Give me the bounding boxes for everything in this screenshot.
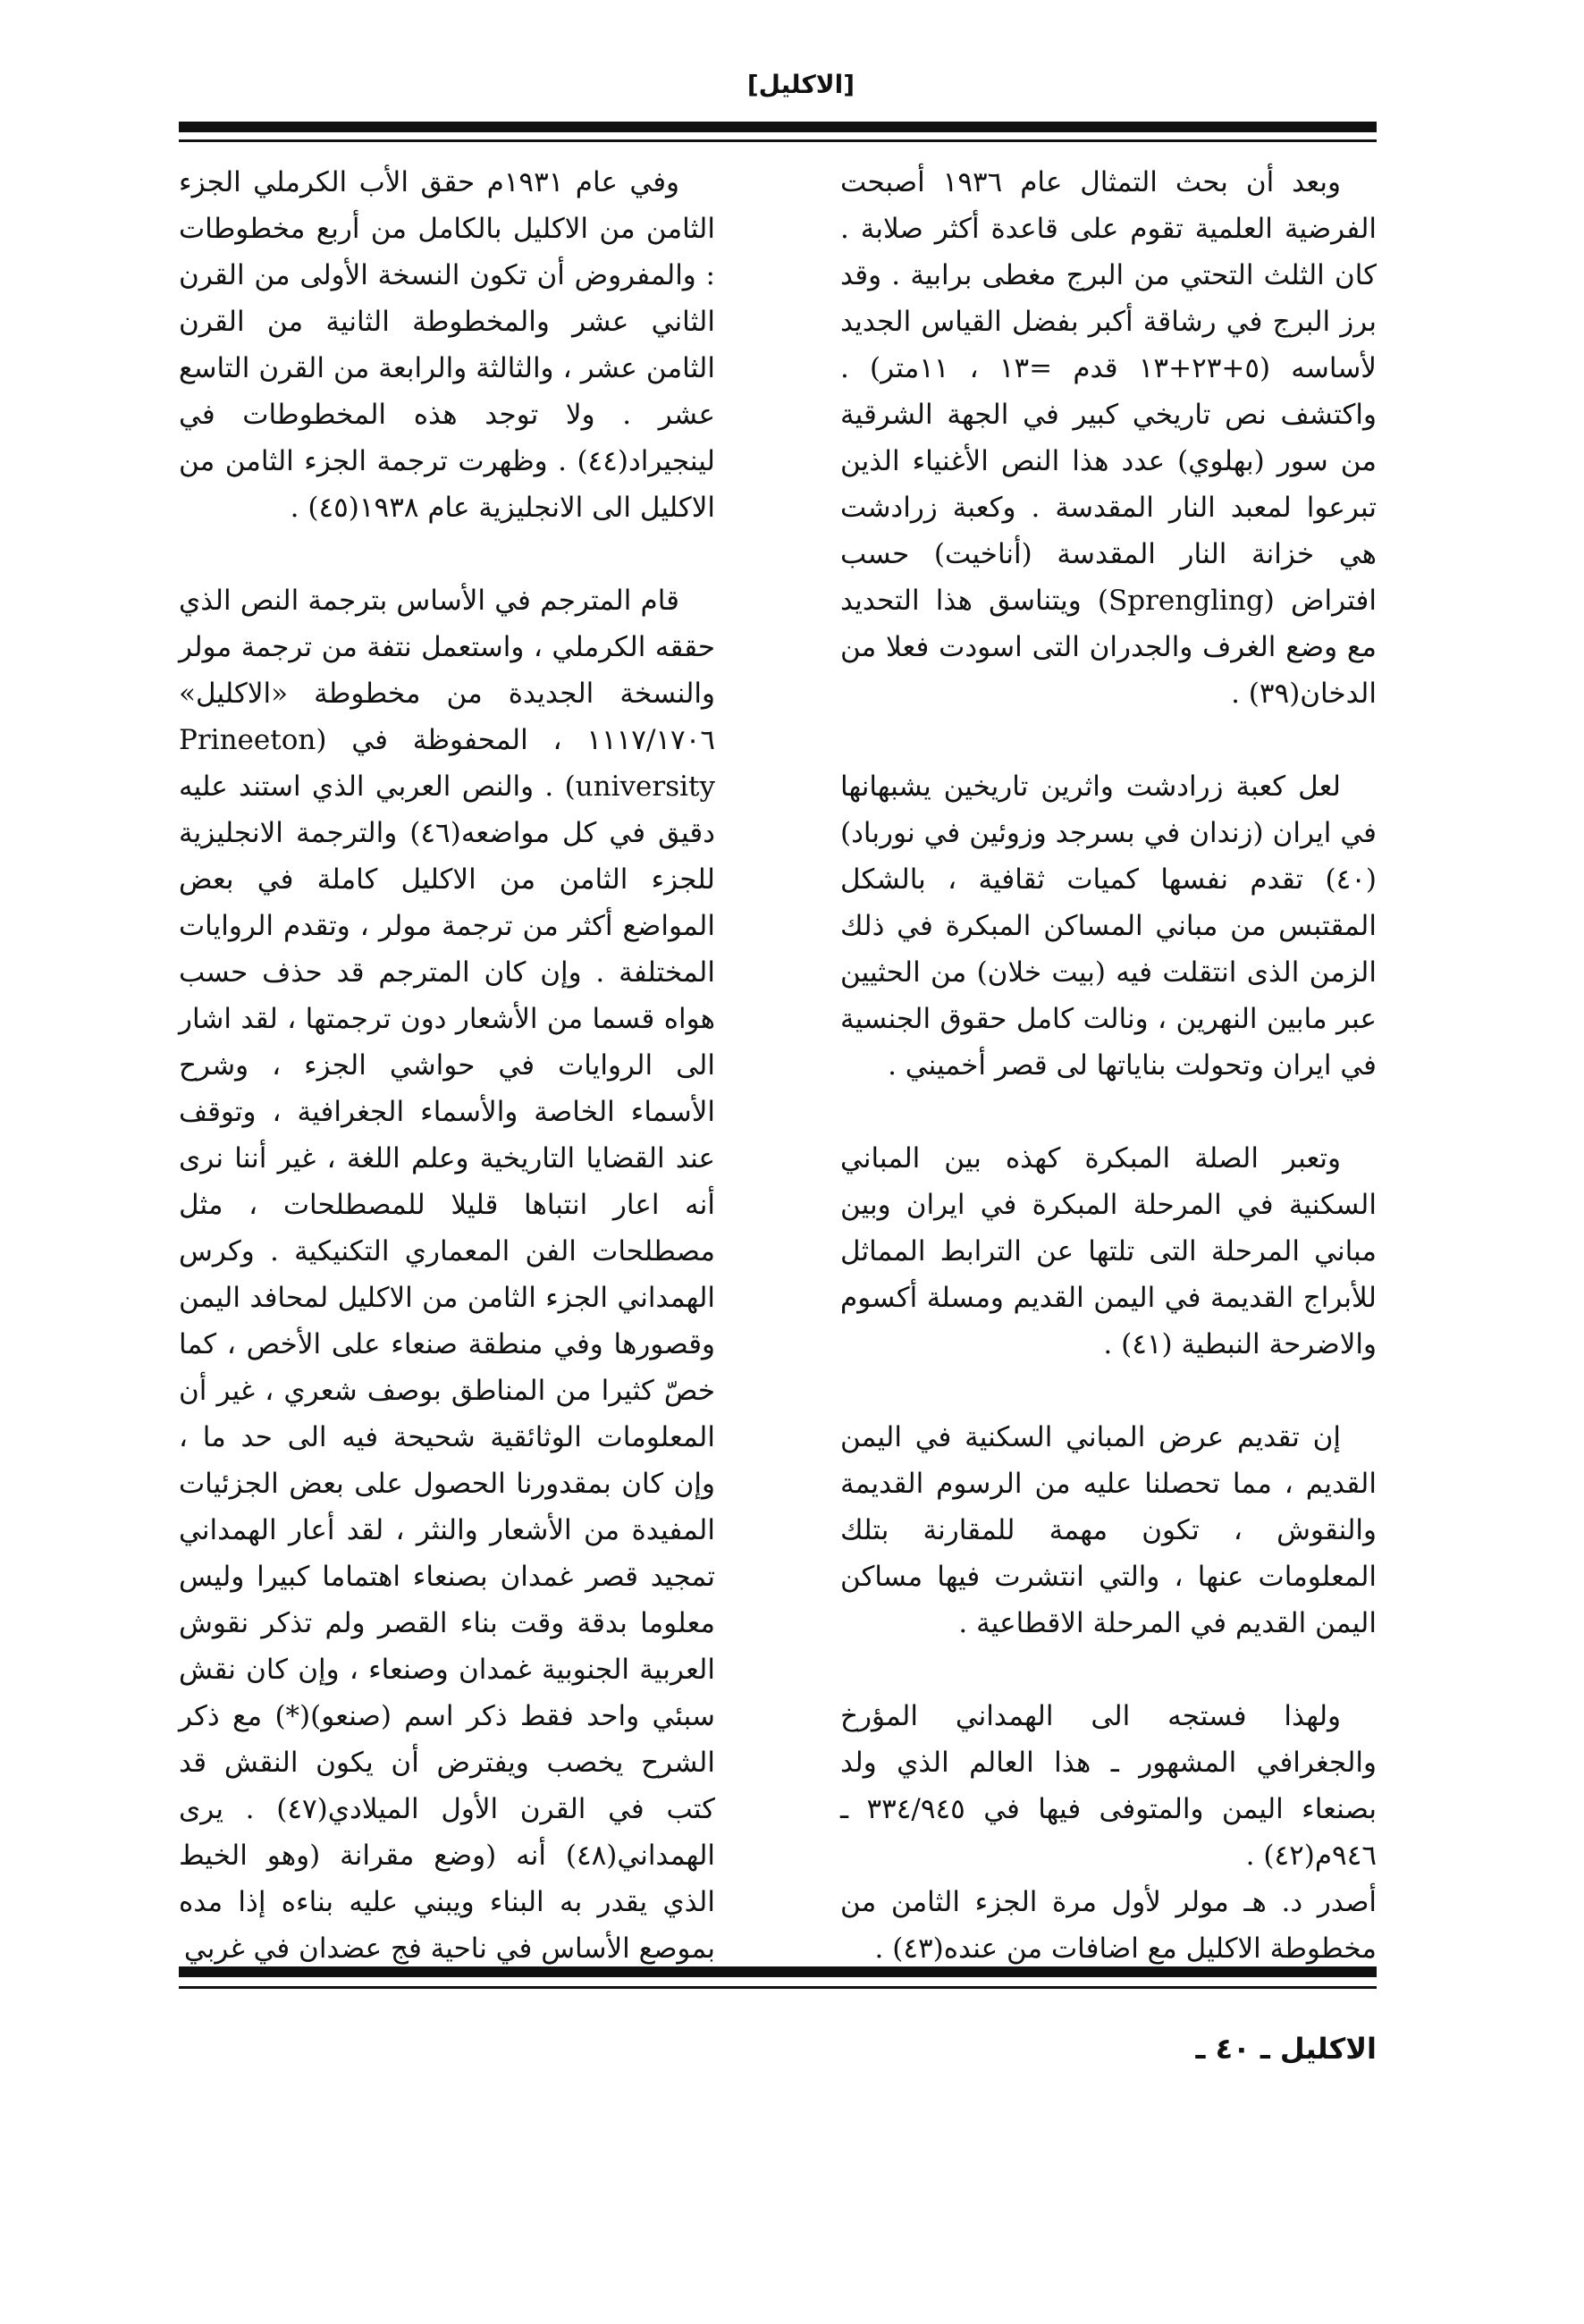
paragraph: قام المترجم في الأساس بترجمة النص الذي حققه الكرملي ، واستعمل نتفة من ترجمة مولر والنسخة الجديدة من مخطوطة «الاكليل» ١١١٧/١٧٠٦ ، المحفوظة في (Prineeton university) . والنص العربي الذي استند عليه دقيق في كل مواضعه(٤٦) والترجمة الانجليزية للجزء الثامن من الاكليل كاملة في بعض المواضع أكثر من ترجمة مولر ، وتقدم الروايات المختلفة . وإن كان المترجم قد حذف حسب هواه قسما من الأشعار دون ترجمتها ، لقد اشار الى الروايات في حواشي الجزء ، وشرح الأسماء الخاصة والأسماء الجغرافية ، وتوقف عند القضايا التاريخية وعلم اللغة ، غير أننا نرى أنه اعار انتباها قليلا للمصطلحات ، مثل مصطلحات الفن المعماري التكنيكية . وكرس الهمداني الجزء الثامن من الاكليل لمحافد اليمن وقصورها وفي منطقة صنعاء على الأخص ، كما خصّ كثيرا من المناطق بوصف شعري ، غير أن المعلومات الوثائقية شحيحة فيه الى حد ما ، وإن كان بمقدورنا الحصول على بعض الجزئيات المفيدة من الأشعار والنثر ، لقد أعار الهمداني تمجيد قصر غمدان بصنعاء اهتماما كبيرا وليس معلوما بدقة وقت بناء القصر ولم تذكر نقوش العربية الجنوبية غمدان وصنعاء ، وإن كان نقش سبئي واحد فقط ذكر اسم (صنعو)(*) مع ذكر الشرح يخصب ويفترض أن يكون النقش قد كتب في القرن الأول الميلادي(٤٧) . يرى الهمداني(٤٨) أنه (وضع مقرانة (وهو الخيط الذي يقدر به البناء ويبني عليه بناءه إذا مده بموصع الأساس في ناحية فج عضدان في غربي [179,585,715,1965]
footer-rule-thick [179,1966,1377,1977]
footer-title: الاكليل [1279,2032,1377,2066]
paragraph: لعل كعبة زرادشت واثرين تاريخين يشبهانها في ايران (زندان في بسرجد وزوئين في نورباد)(٤٠) تقدم نفسها كميات ثقافية ، بالشكل المقتبس من مباني المساكن المبكرة في ذلك الزمن الذى انتقلت فيه (بيت خلان) من الحثيين عبر مابين النهرين ، ونالت كامل حقوق الجنسية في ايران وتحولت بناياتها لى قصر أخميني . [840,770,1377,1082]
header-rule-thick [179,122,1377,132]
header-rule-thin [179,139,1377,142]
running-header: [الاكليل] [746,70,855,99]
paragraph: إن تقديم عرض المباني السكنية في اليمن القديم ، مما تحصلنا عليه من الرسوم القديمة والنقوش ، تكون مهمة للمقارنة بتلك المعلومات عنها ، والتي انتشرت فيها مساكن اليمن القديم في المرحلة الاقطاعية . [840,1421,1377,1639]
paragraph: أصدر د. هـ مولر لأول مرة الجزء الثامن من مخطوطة الاكليل مع اضافات من عنده(٤٣) . [840,1886,1377,1965]
right-column [840,159,1378,1965]
page-footer [1196,2027,1377,2070]
paragraph: وفي عام ١٩٣١م حقق الأب الكرملي الجزء الثامن من الاكليل بالكامل من أربع مخطوطات : والمفروض أن تكون النسخة الأولى من القرن الثاني عشر والمخطوطة الثانية من القرن الثامن عشر ، والثالثة والرابعة من القرن التاسع عشر . ولا توجد هذه المخطوطات في لينجيراد(٤٤) . وظهرت ترجمة الجزء الثامن من الاكليل الى الانجليزية عام ١٩٣٨(٤٥) . [179,166,715,524]
page-number: ـ ٤٠ ـ [1195,2032,1270,2066]
paragraph: وبعد أن بحث التمثال عام ١٩٣٦ أصبحت الفرضية العلمية تقوم على قاعدة أكثر صلابة . كان الثلث التحتي من البرج مغطى برابية . وقد برز البرج في رشاقة أكبر بفضل القياس الجديد لأساسه (٥+٢٣+١٣ قدم =١٣ ، ١١متر) . واكتشف نص تاريخي كبير في الجهة الشرقية من سور (بهلوي) عدد هذا النص الأغنياء الذين تبرعوا لمعبد النار المقدسة . وكعبة زرادشت هي خزانة النار المقدسة (أناخيت) حسب افتراض (Sprengling) ويتناسق هذا التحديد مع وضع الغرف والجدران التى اسودت فعلا من الدخان(٣٩) . [840,166,1377,710]
footer-rule-thin [179,1986,1377,1989]
paragraph: ولهذا فستجه الى الهمداني المؤرخ والجغرافي المشهور ـ هذا العالم الذي ولد بصنعاء اليمن والمتوفى فيها في ٣٣٤/٩٤٥ ـ ٩٤٦م(٤٢) . [840,1700,1378,1872]
paragraph: وتعبر الصلة المبكرة كهذه بين المباني السكنية في المرحلة المبكرة في ايران وبين مباني المرحلة التى تلتها عن الترابط المماثل للأبراج القديمة في اليمن القديم ومسلة أكسوم والاضرحة النبطية (٤١) . [840,1142,1377,1360]
left-column [179,159,715,1965]
